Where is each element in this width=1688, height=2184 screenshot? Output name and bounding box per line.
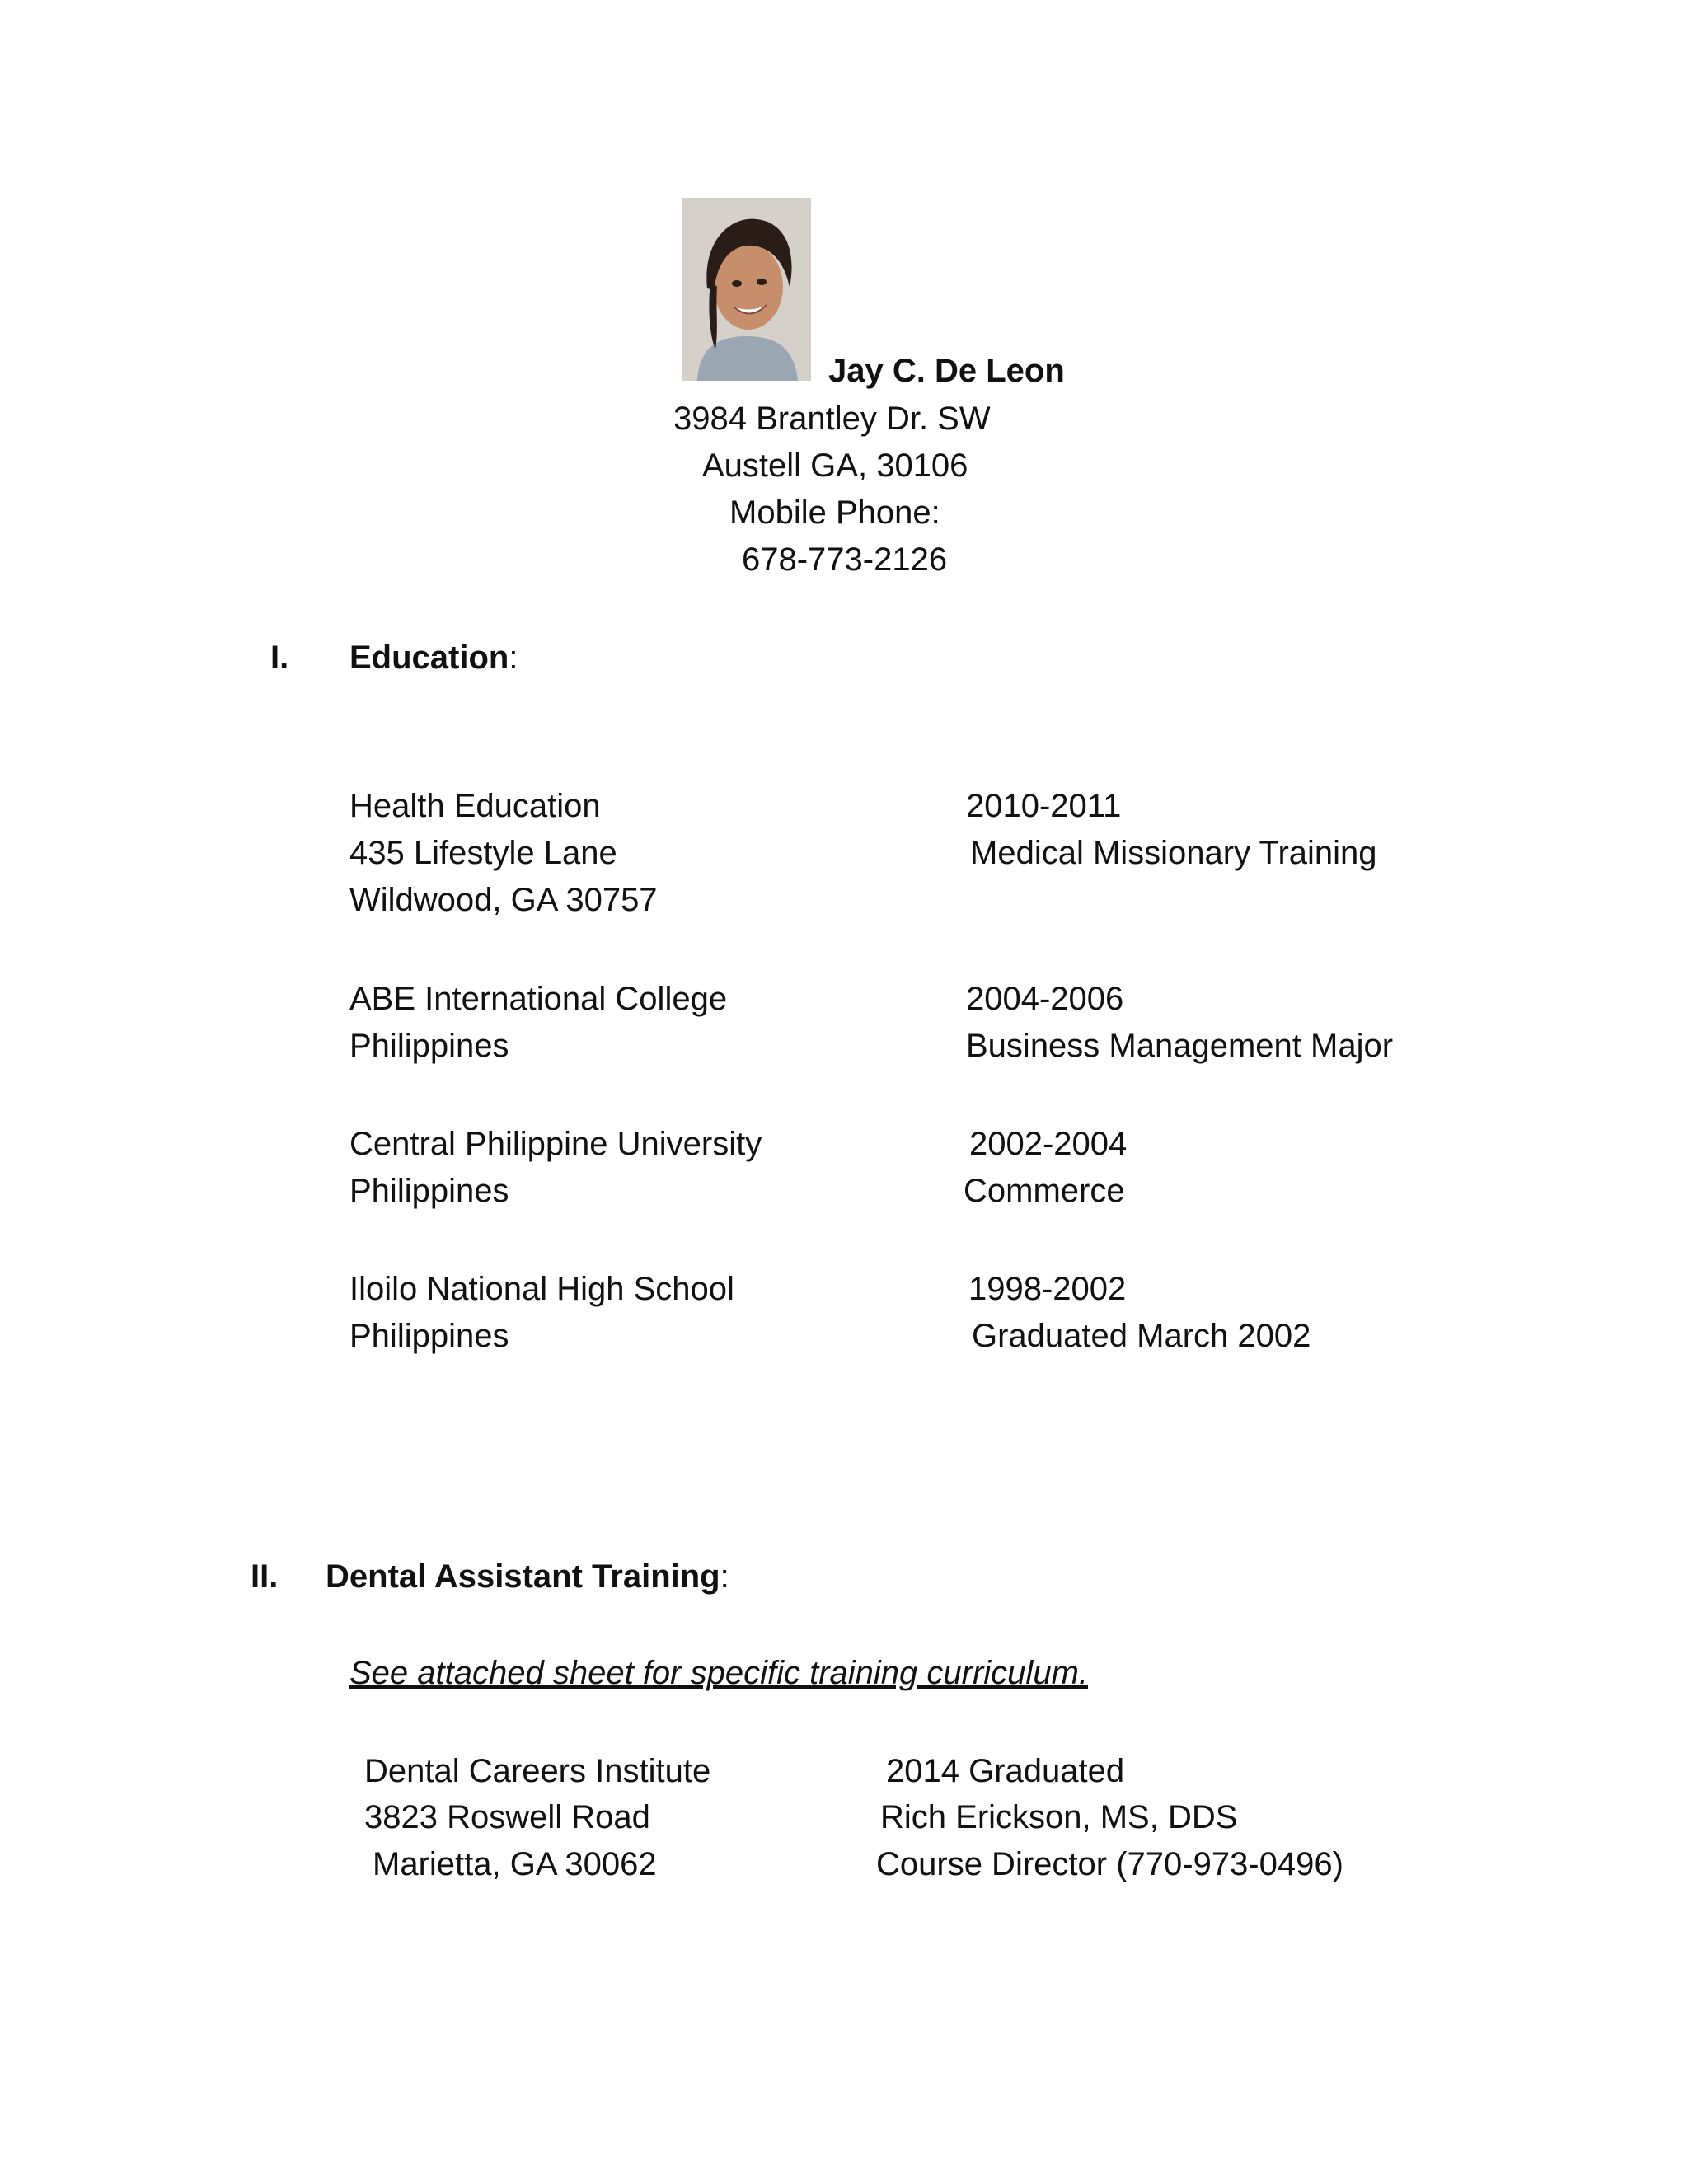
years-attended: 2002-2004	[969, 1126, 1128, 1162]
section-numeral-education: I.	[270, 640, 289, 676]
years-attended: 2004-2006	[966, 981, 1124, 1017]
section-colon: :	[720, 1558, 729, 1595]
school-country: Philippines	[349, 1318, 509, 1354]
program-description: Commerce	[964, 1173, 1125, 1209]
program-description: Graduated March 2002	[972, 1318, 1311, 1354]
graduation-year: 2014 Graduated	[886, 1753, 1125, 1789]
school-name: Iloilo National High School	[349, 1271, 734, 1307]
school-city: Wildwood, GA 30757	[349, 882, 658, 918]
section-title-education: Education	[349, 640, 509, 676]
section-numeral-training: II.	[251, 1558, 279, 1595]
address-line-1: 3984 Brantley Dr. SW	[673, 401, 991, 437]
institute-city: Marietta, GA 30062	[373, 1846, 657, 1882]
phone-label: Mobile Phone:	[729, 494, 940, 531]
school-name: Central Philippine University	[349, 1126, 762, 1162]
school-name: Health Education	[349, 788, 601, 824]
applicant-name: Jay C. De Leon	[828, 353, 1065, 389]
school-name: ABE International College	[349, 981, 728, 1017]
address-line-2: Austell GA, 30106	[702, 448, 968, 484]
profile-photo	[682, 198, 811, 381]
section-colon: :	[509, 640, 518, 676]
curriculum-note: See attached sheet for specific training curriculum.	[349, 1655, 1088, 1691]
school-address: 435 Lifestyle Lane	[349, 835, 617, 871]
institute-name: Dental Careers Institute	[364, 1753, 711, 1789]
course-director-contact: Course Director (770-973-0496)	[876, 1846, 1343, 1882]
years-attended: 1998-2002	[968, 1271, 1127, 1307]
portrait-image	[682, 198, 811, 381]
phone-number: 678-773-2126	[742, 541, 948, 578]
program-description: Business Management Major	[966, 1028, 1394, 1064]
school-country: Philippines	[349, 1173, 509, 1209]
program-description: Medical Missionary Training	[970, 835, 1377, 871]
school-country: Philippines	[349, 1028, 509, 1064]
course-director-name: Rich Erickson, MS, DDS	[880, 1799, 1238, 1835]
section-title-training: Dental Assistant Training	[326, 1558, 720, 1595]
section-heading-education	[349, 638, 518, 677]
years-attended: 2010-2011	[966, 788, 1122, 824]
institute-address: 3823 Roswell Road	[364, 1799, 650, 1835]
section-heading-training	[326, 1557, 729, 1596]
